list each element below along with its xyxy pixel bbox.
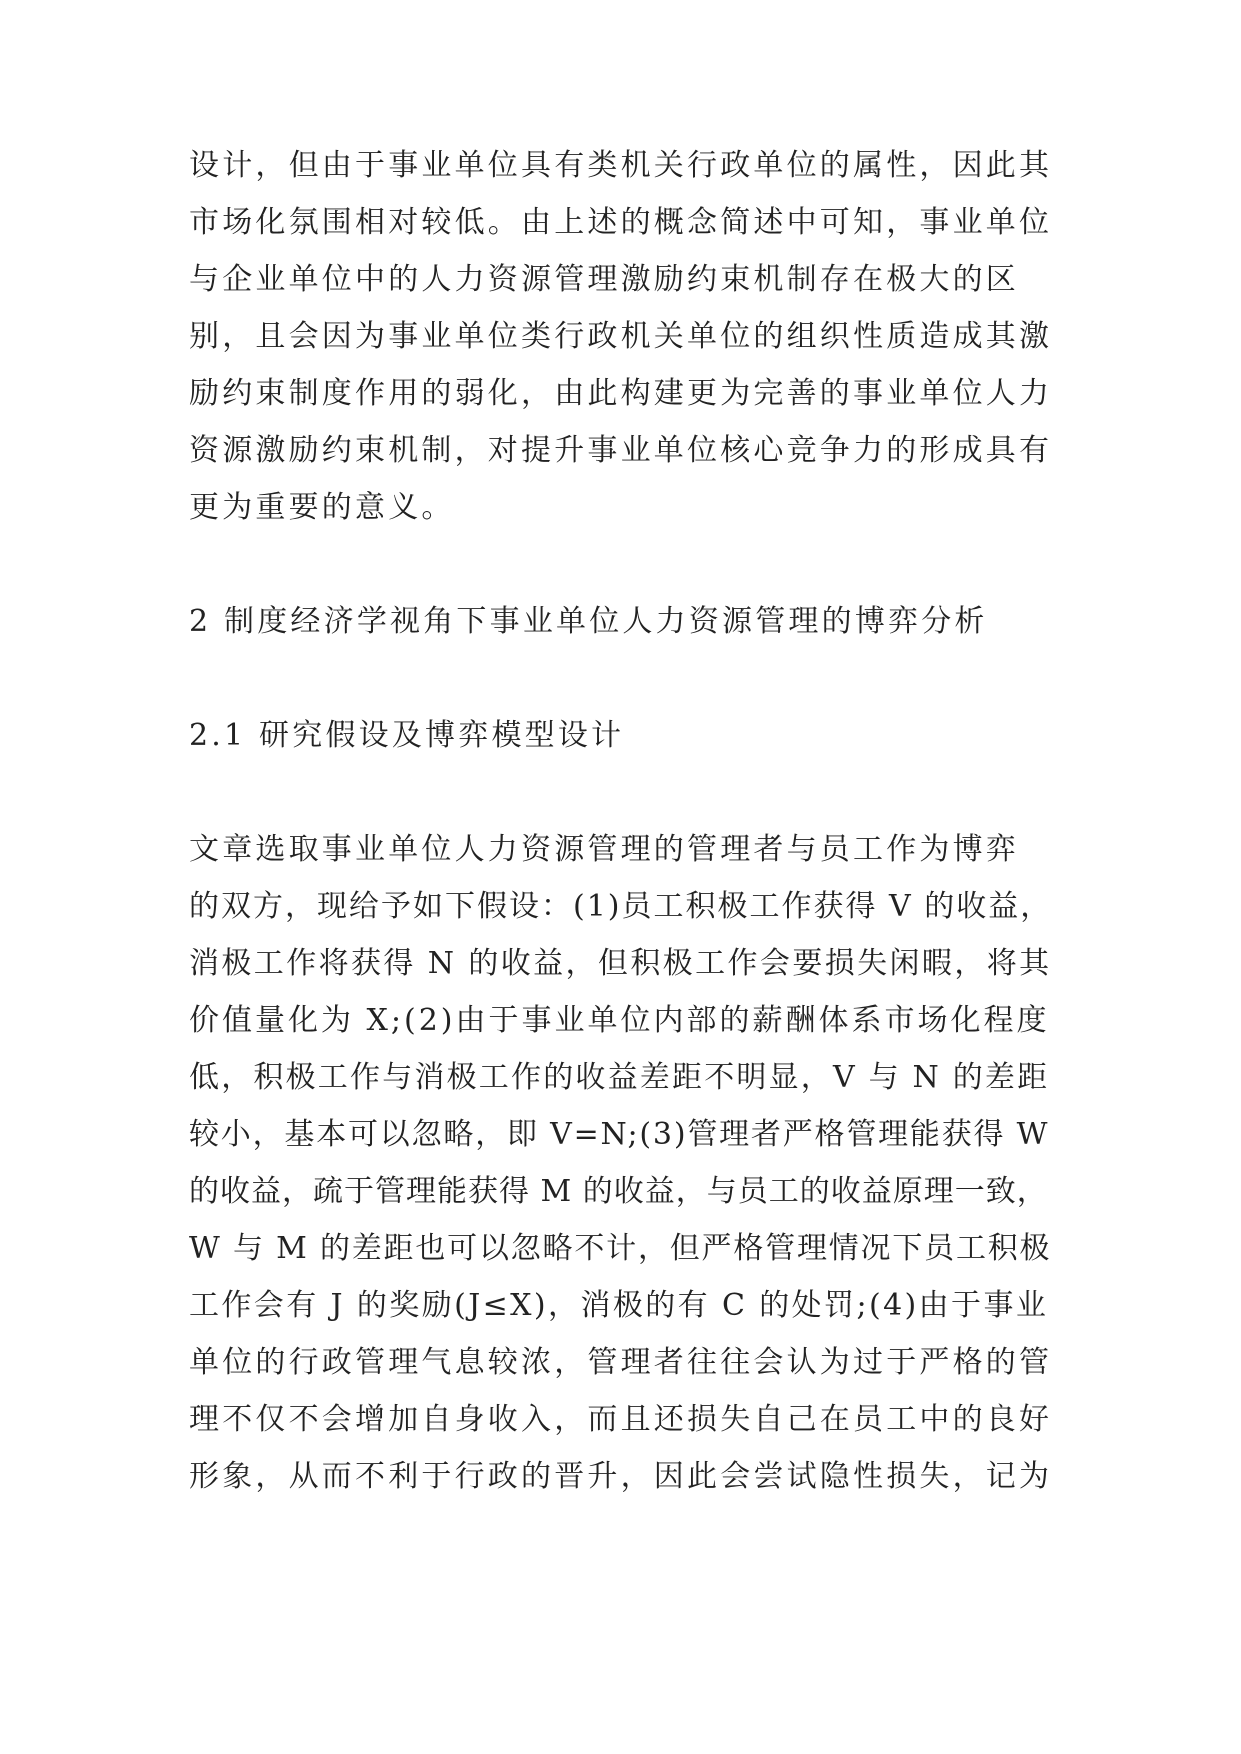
- subsection-heading: 2.1 研究假设及博弈模型设计: [189, 718, 625, 753]
- text-line: 文章选取事业单位人力资源管理的管理者与员工作为博弈: [189, 832, 1019, 867]
- text-line: 与企业单位中的人力资源管理激励约束机制存在极大的区: [189, 262, 1019, 297]
- text-line: 励约束制度作用的弱化，由此构建更为完善的事业单位人力: [189, 376, 1053, 411]
- text-line: W 与 M 的差距也可以忽略不计，但严格管理情况下员工积极: [189, 1231, 1052, 1266]
- text-line: 理不仅不会增加自身收入，而且还损失自己在员工中的良好: [189, 1402, 1053, 1437]
- text-line: 工作会有 J 的奖励(J≤X)，消极的有 C 的处罚;(4)由于事业: [189, 1288, 1049, 1323]
- text-line: 消极工作将获得 N 的收益，但积极工作会要损失闲暇，将其: [189, 946, 1052, 981]
- text-line: 的收益，疏于管理能获得 M 的收益，与员工的收益原理一致，: [189, 1174, 1048, 1209]
- text-line: 单位的行政管理气息较浓，管理者往往会认为过于严格的管: [189, 1345, 1053, 1380]
- text-line: 更为重要的意义。: [189, 490, 455, 525]
- text-line: 形象，从而不利于行政的晋升，因此会尝试隐性损失，记为: [189, 1459, 1053, 1494]
- text-line: 市场化氛围相对较低。由上述的概念简述中可知，事业单位: [189, 205, 1053, 240]
- section-heading: 2 制度经济学视角下事业单位人力资源管理的博弈分析: [189, 604, 988, 639]
- text-line: 资源激励约束机制，对提升事业单位核心竞争力的形成具有: [189, 433, 1053, 468]
- text-line: 别，且会因为事业单位类行政机关单位的组织性质造成其激: [189, 319, 1053, 354]
- text-line: 设计，但由于事业单位具有类机关行政单位的属性，因此其: [189, 148, 1053, 183]
- text-line: 价值量化为 X;(2)由于事业单位内部的薪酬体系市场化程度: [189, 1003, 1050, 1038]
- text-line: 较小，基本可以忽略，即 V=N;(3)管理者严格管理能获得 W: [189, 1117, 1050, 1152]
- text-line: 低，积极工作与消极工作的收益差距不明显，V 与 N 的差距: [189, 1060, 1050, 1095]
- text-line: 的双方，现给予如下假设：(1)员工积极工作获得 V 的收益，: [189, 889, 1053, 924]
